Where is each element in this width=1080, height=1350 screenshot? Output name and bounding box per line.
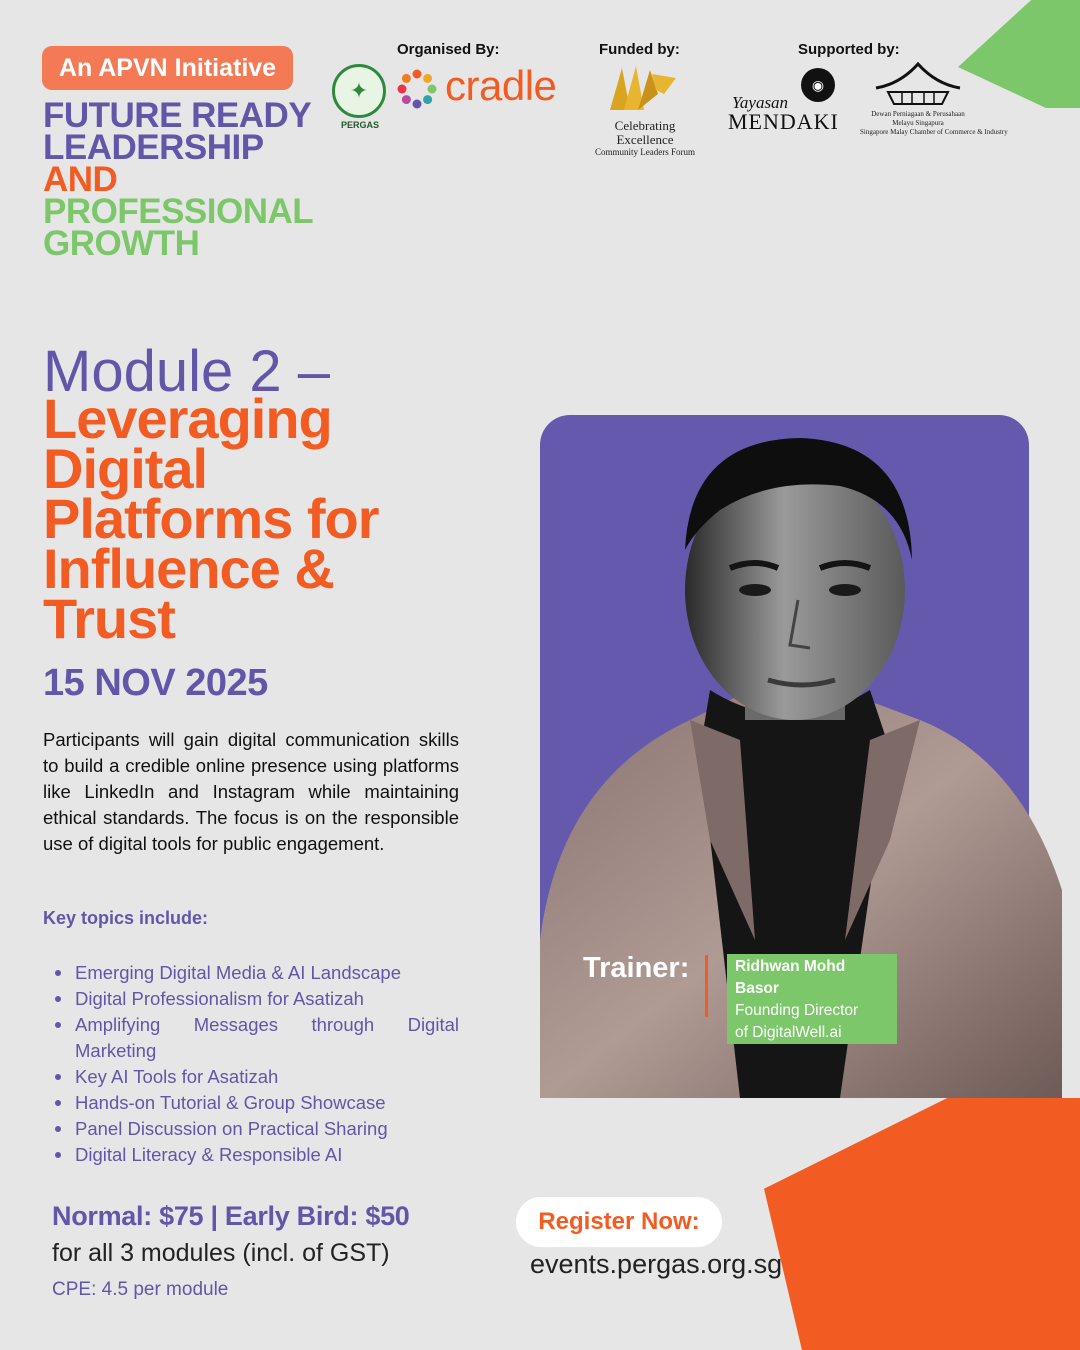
mendaki-logo-line: MENDAKI (728, 109, 839, 134)
module-number: Module 2 – (43, 339, 330, 404)
module-title-line: Trust (43, 587, 175, 650)
trainer-divider (705, 955, 708, 1017)
supported-by-label: Supported by: (798, 41, 900, 58)
module-description: Participants will gain digital communication skills to build a credible online presence using platforms like LinkedIn and Instagram while maintaining ethical standards. The focus is on the responsible use of digital tools for public engagement. (43, 729, 459, 854)
topic-item: Digital Literacy & Responsible AI (51, 1142, 459, 1168)
mendaki-logo (728, 95, 839, 133)
module-title-line: Digital (43, 437, 208, 500)
celebrating-excellence-lion-icon (608, 64, 678, 112)
trainer-name: Basor (735, 980, 779, 997)
cradle-wordmark: cradle (445, 62, 557, 109)
register-now-button[interactable]: Register Now: (516, 1197, 722, 1247)
trainer-role: of DigitalWell.ai (735, 1024, 842, 1041)
module-title-line: Influence & (43, 537, 334, 600)
program-title-line: LEADERSHIP (43, 128, 264, 167)
program-title-line: GROWTH (43, 224, 200, 263)
event-date: 15 NOV 2025 (43, 662, 268, 704)
module-title (43, 387, 523, 650)
pergas-logo (332, 64, 388, 130)
cradle-flower-icon (396, 68, 438, 110)
price-scope: for all 3 modules (incl. of GST) (52, 1239, 390, 1267)
program-title-line: AND (43, 160, 118, 199)
topics-list (51, 960, 459, 1168)
topic-item: Digital Professionalism for Asatizah (51, 986, 459, 1012)
funded-by-label: Funded by: (599, 41, 680, 58)
module-title-line: Platforms for (43, 487, 379, 550)
dewan-logo (860, 110, 1008, 137)
topic-item: Key AI Tools for Asatizah (51, 1064, 459, 1090)
program-title-line: FUTURE READY (43, 96, 312, 135)
organised-by-label: Organised By: (397, 41, 500, 58)
celebrating-logo-line: Community Leaders Forum (595, 147, 695, 157)
trainer-name: Ridhwan Mohd (735, 958, 846, 975)
topic-item: Emerging Digital Media & AI Landscape (51, 960, 459, 986)
trainer-name-card (727, 954, 897, 1044)
dewan-roof-icon (872, 62, 964, 108)
initiative-badge: An APVN Initiative (42, 46, 293, 90)
registration-link[interactable]: events.pergas.org.sg (530, 1249, 783, 1279)
program-title-line: PROFESSIONAL (43, 192, 314, 231)
topic-item: Panel Discussion on Practical Sharing (51, 1116, 459, 1142)
mendaki-emblem-icon: ◉ (801, 68, 835, 102)
celebrating-excellence-logo (585, 119, 705, 157)
celebrating-logo-line: Celebrating Excellence (614, 118, 676, 147)
topic-item: Amplifying Messages through Digital Marketing (51, 1012, 459, 1064)
trainer-role: Founding Director (735, 1002, 859, 1019)
topic-item: Hands-on Tutorial & Group Showcase (51, 1090, 459, 1116)
dewan-logo-line: Singapore Malay Chamber of Commerce & Industry (860, 128, 1008, 136)
program-title (43, 96, 333, 263)
trainer-label: Trainer: (583, 952, 690, 984)
mendaki-logo-line: Yayasan (732, 93, 789, 112)
pergas-caption: PERGAS (340, 120, 379, 130)
price-line: Normal: $75 | Early Bird: $50 (52, 1201, 410, 1231)
pergas-emblem-icon: ✦ (332, 64, 386, 118)
dewan-logo-line: Melayu Singapura (892, 119, 944, 127)
corner-green-shape (958, 0, 1080, 108)
corner-orange-shape (764, 1098, 1080, 1350)
dewan-logo-line: Dewan Perniagaan & Perusahaan (871, 110, 965, 118)
cpe-points: CPE: 4.5 per module (52, 1279, 229, 1300)
module-title-line: Leveraging (43, 387, 332, 450)
topics-heading: Key topics include: (43, 908, 209, 928)
